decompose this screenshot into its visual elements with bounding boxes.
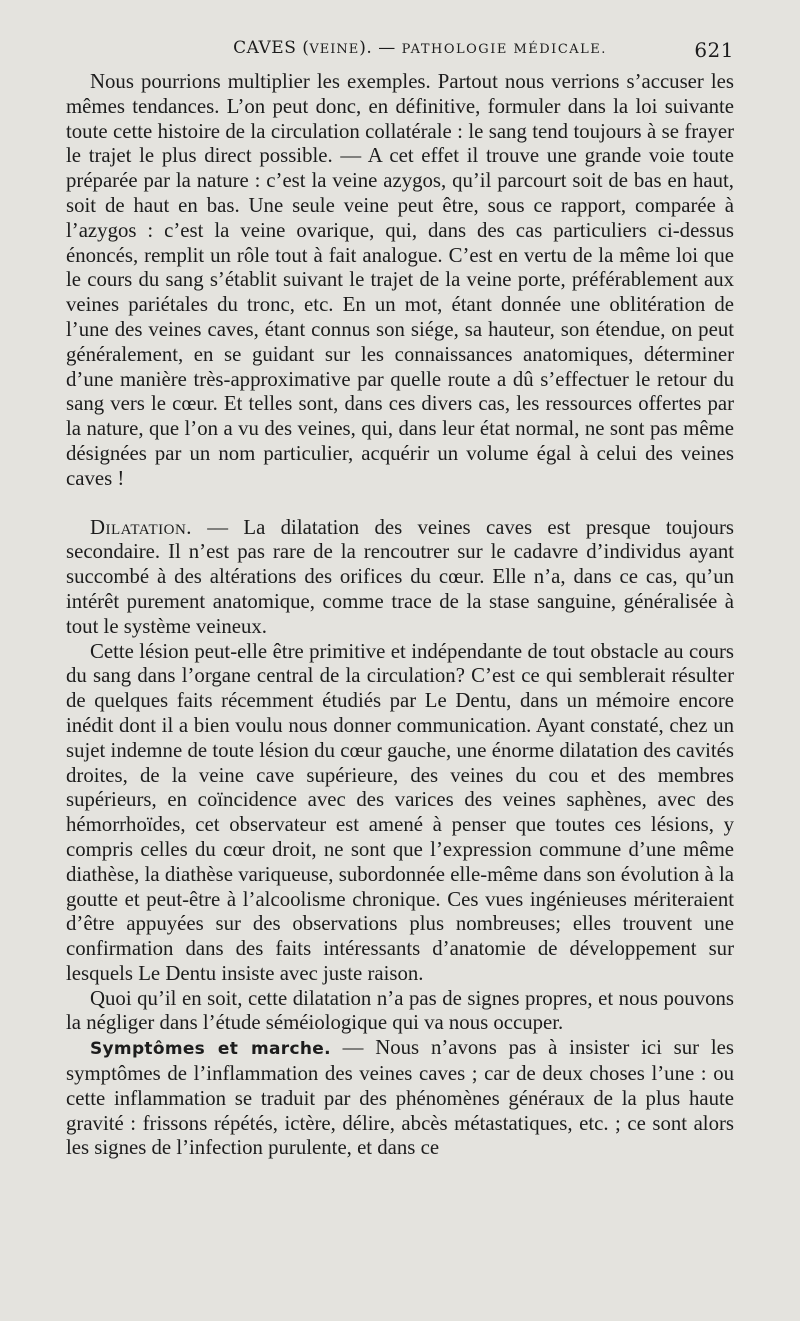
dilatation-heading: Dilatation. <box>90 515 192 539</box>
header-title-caps: PATHOLOGIE MÉDICALE. <box>401 42 607 57</box>
dilatation-text: — La dilatation des veines caves est presque toujours secondaire. Il n’est pas rare de la rencoutrer sur le cadavre d’individus ayant succombé à des altérations des orifices du cœur. Elle n’a, dans ce cas, qu’un intérêt purement anatomique, comme trace de la stase sanguine, généralisée à tout le système veineux. <box>66 515 734 638</box>
paragraph-dilatation <box>66 516 734 640</box>
symptomes-heading: Symptômes et marche. <box>90 1039 331 1060</box>
header-title-part2: ). — <box>359 38 402 58</box>
section-gap <box>66 492 734 516</box>
header-title-part1: CAVES ( <box>233 38 310 58</box>
header-title-small: VEINE <box>309 42 360 57</box>
paragraph-symptomes <box>66 1036 734 1161</box>
paragraph-1: Nous pourrions multiplier les exemples. Partout nous verrions s’accuser les mêmes tendances. L’on peut donc, en définitive, formuler dans la loi suivante toute cette histoire de la circulation collatérale : le sang tend toujours à se frayer le trajet le plus direct possible. — A cet effet il trouve une grande voie toute préparée par la nature : c’est la veine azygos, qu’il parcourt soit de bas en haut, soit de haut en bas. Une seule veine peut être, sous ce rapport, comparée à l’azygos : c’est la veine ovarique, qui, dans des cas particuliers ci-dessus énoncés, remplit un rôle tout à fait analogue. C’est en vertu de la même loi que le cours du sang s’établit suivant le trajet de la veine porte, préférablement aux veines pariétales du tronc, etc. En un mot, étant donnée une oblitération de l’une des veines caves, étant connus son siége, sa hauteur, son étendue, on peut généralement, en se guidant sur les connaissances anatomiques, déterminer d’une manière très-approximative par quelle route a dû s’effectuer le retour du sang vers le cœur. Et telles sont, dans ces divers cas, les ressources offertes par la nature, que l’on a vu des veines, qui, dans leur état normal, ne sont pas même désignées par un nom particulier, acquérir un volume égal à celui des veines caves ! <box>66 70 734 490</box>
running-header <box>66 38 734 66</box>
header-title <box>66 38 734 58</box>
page-number: 621 <box>694 38 734 62</box>
symptomes-text: — Nous n’avons pas à insister ici sur les symptômes de l’inflammation des veines caves ; car de deux choses l’une : ou cette inflammation se traduit par des phénomènes généraux de la plus haute gravité : frissons répétés, ictère, délire, abcès métastatiques, etc. ; ce sont alors les signes de l’infection purulente, et dans ce <box>66 1036 734 1160</box>
paragraph-3: Cette lésion peut-elle être primitive et indépendante de tout obstacle au cours du sang dans l’organe central de la circulation? C’est ce qui semblerait résulter de quelques faits récemment étudiés par Le Dentu, dans un mémoire encore inédit dont il a bien voulu nous donner communication. Ayant constaté, chez un sujet indemne de toute lésion du cœur gauche, une énorme dilatation des cavités droites, de la veine cave supérieure, des veines du cou et des membres supérieurs, en coïncidence avec des varices des veines saphènes, avec des hémorrhoïdes, cet observateur est amené à penser que toutes ces lésions, y compris celles du cœur droit, ne sont que l’expression commune d’une même diathèse, la diathèse variqueuse, subordonnée elle-même dans son évolution à la goutte et peut-être à l’alcoolisme chronique. Ces vues ingénieuses mériteraient d’être appuyées sur des observations plus nombreuses; elles trouvent une confirmation dans des faits intéressants d’anatomie de développement sur lesquels Le Dentu insiste avec juste raison. <box>66 639 734 985</box>
paragraph-4: Quoi qu’il en soit, cette dilatation n’a pas de signes propres, et nous pouvons la négliger dans l’étude séméiologique qui va nous occuper. <box>66 986 734 1035</box>
body-text <box>66 70 734 1161</box>
